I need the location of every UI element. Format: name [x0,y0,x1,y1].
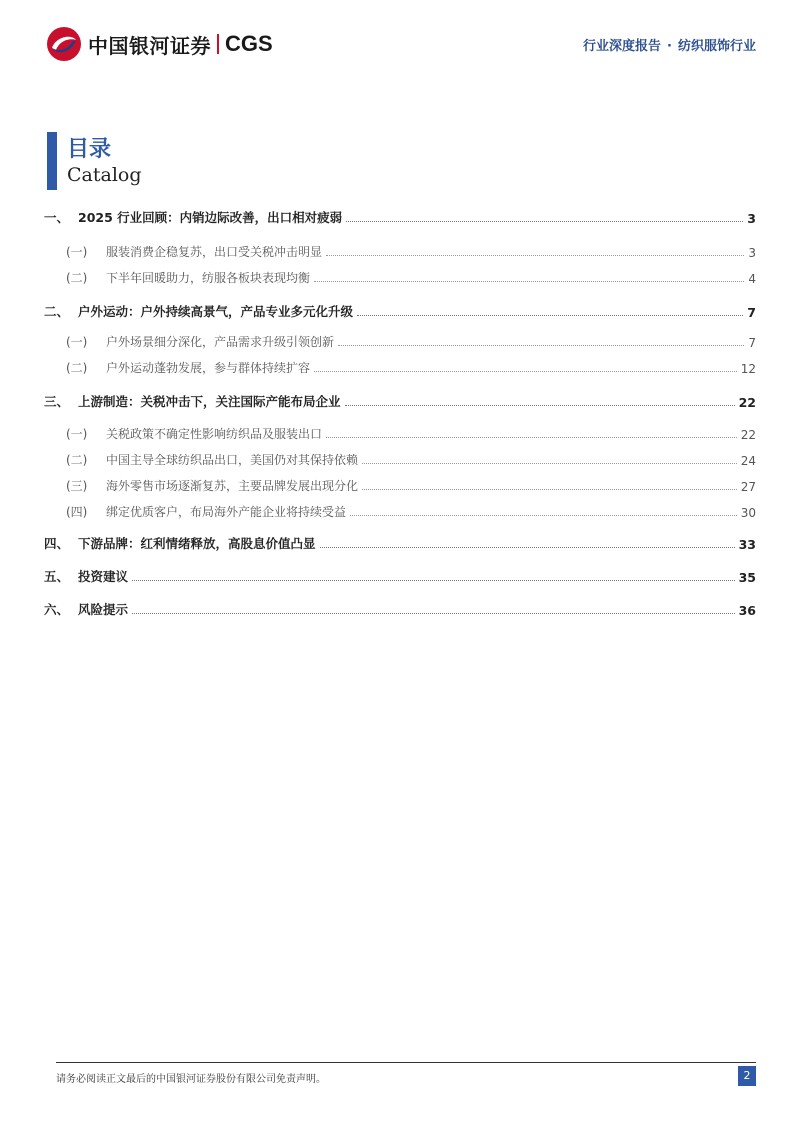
toc-entry-title: 户外场景细分深化，产品需求升级引领创新 [106,335,335,349]
toc-entry[interactable] [44,264,756,286]
toc-entry-page: 12 [740,362,756,376]
toc-dot-leader [346,220,743,222]
toc-entry-number: 二、 [44,304,70,319]
toc-entry[interactable] [44,204,756,226]
toc-entry-title: 户外运动：户外持续高景气，产品专业多元化升级 [78,304,354,319]
toc-dot-leader [345,404,735,406]
toc-entry[interactable] [44,472,756,494]
toc-entry-title: 投资建议 [78,569,129,584]
company-logo [46,26,273,62]
toc-entry-page: 4 [748,272,756,286]
galaxy-logo-icon [46,26,82,62]
toc-entry[interactable] [44,420,756,442]
toc-entry-number: 一、 [44,210,70,225]
toc-dot-leader [362,462,737,464]
toc-entry-title: 绑定优质客户，布局海外产能企业将持续受益 [106,505,347,519]
toc-entry[interactable] [44,498,756,520]
toc-entry-number: 五、 [44,569,70,584]
toc-entry-number: (三) [66,479,88,493]
toc-title-en: Catalog [67,164,142,186]
header-separator: · [667,39,672,54]
toc-entry-page: 7 [748,336,756,350]
toc-entry-page: 22 [740,428,756,442]
disclaimer-text: 请务必阅读正文最后的中国银河证券股份有限公司免责声明。 [56,1074,326,1085]
toc-entry[interactable] [44,328,756,350]
toc-entry-number: (一) [66,427,88,441]
toc-entry-number: (一) [66,245,88,259]
toc-entry-page: 3 [748,246,756,260]
toc-dot-leader [362,488,737,490]
toc-dot-leader [314,370,737,372]
toc-entry-page: 24 [740,454,756,468]
toc-entry-number: 四、 [44,536,70,551]
toc-entry-number: 三、 [44,394,70,409]
toc-title-cn: 目录 [67,136,112,162]
toc-entry-number: (二) [66,361,88,375]
logo-en-text: CGS [225,31,273,56]
toc-entry-number: (二) [66,453,88,467]
toc-entry[interactable] [44,596,756,618]
toc-entry-title: 关税政策不确定性影响纺织品及服装出口 [106,427,323,441]
toc-entry-page: 3 [747,211,756,226]
logo-divider [217,34,219,54]
toc-entry-title: 海外零售市场逐渐复苏，主要品牌发展出现分化 [106,479,359,493]
toc-dot-leader [314,280,744,282]
toc-dot-leader [132,612,735,614]
toc-entry[interactable] [44,530,756,552]
toc-entry-page: 7 [747,305,756,320]
report-category [583,35,756,54]
toc-entry[interactable] [44,446,756,468]
toc-entry[interactable] [44,298,756,320]
toc-dot-leader [132,579,735,581]
toc-entry-page: 30 [740,506,756,520]
toc-dot-leader [326,254,744,256]
toc-entry[interactable] [44,563,756,585]
report-type: 行业深度报告 [583,39,662,54]
toc-entry-title: 2025 行业回顾：内销边际改善，出口相对疲弱 [78,210,343,225]
toc-entry-number: (一) [66,335,88,349]
toc-entry[interactable] [44,388,756,410]
toc-entry-title: 中国主导全球纺织品出口，美国仍对其保持依赖 [106,453,359,467]
toc-entry-title: 上游制造：关税冲击下，关注国际产能布局企业 [78,394,341,409]
page-number: 2 [738,1066,756,1086]
toc-dot-leader [350,514,737,516]
toc-entry-title: 下游品牌：红利情绪释放，高股息价值凸显 [78,536,316,551]
toc-dot-leader [320,546,735,548]
toc-entry-number: 六、 [44,602,70,617]
industry-name: 纺织服饰行业 [677,39,756,54]
logo-cn-text: 中国银河证券 [88,33,211,58]
title-accent-bar [47,132,57,190]
toc-entry-page: 33 [738,537,756,552]
toc-entry-page: 35 [738,570,756,585]
toc-dot-leader [357,314,743,316]
toc-entry-title: 下半年回暖助力，纺服各板块表现均衡 [106,271,311,285]
toc-entry-number: (二) [66,271,88,285]
toc-dot-leader [326,436,737,438]
toc-entry-page: 27 [740,480,756,494]
toc-entry[interactable] [44,354,756,376]
toc-entry[interactable] [44,238,756,260]
toc-dot-leader [338,344,744,346]
toc-entry-page: 36 [738,603,756,618]
toc-entry-title: 服装消费企稳复苏，出口受关税冲击明显 [106,245,323,259]
footer-divider [56,1062,756,1063]
toc-entry-number: (四) [66,505,88,519]
toc-entry-page: 22 [738,395,756,410]
toc-entry-title: 风险提示 [78,602,129,617]
toc-entry-title: 户外运动蓬勃发展，参与群体持续扩容 [106,361,311,375]
page-header [0,0,794,70]
